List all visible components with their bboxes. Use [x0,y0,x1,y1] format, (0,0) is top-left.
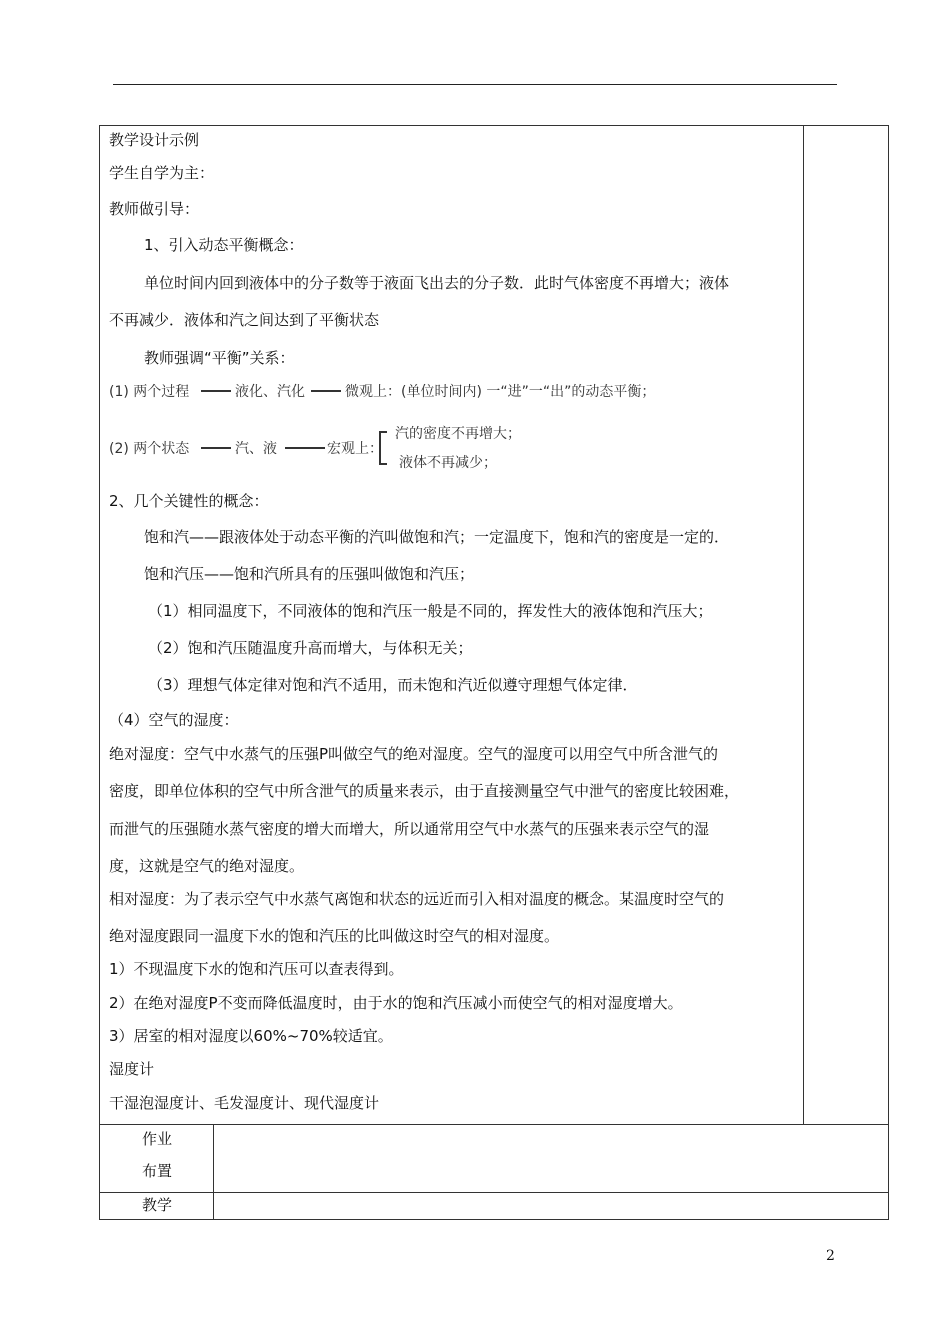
page-number: 2 [826,1248,835,1264]
teaching-row [100,1192,888,1219]
text-line: 绝对湿度跟同一温度下水的饱和汽压的比叫做这时空气的相对湿度。 [109,927,560,945]
diagram-dash [311,390,341,392]
text-line: 3）居室的相对湿度以60%~70%较适宜。 [109,1027,393,1045]
diagram-row1-prefix: (1) 两个过程 [109,384,190,400]
section-title: 教学设计示例 [109,131,200,149]
text-line: 教师做引导： [109,200,200,218]
diagram-row2-macro: 宏观上： [327,441,383,457]
homework-label-line2: 布置 [141,1162,172,1180]
homework-row [100,1124,888,1192]
text-line: 单位时间内回到液体中的分子数等于液面飞出去的分子数．此时气体密度不再增大；液体 [144,274,730,292]
lesson-table [99,125,889,1220]
text-line: 2、几个关键性的概念： [109,492,269,510]
text-line: （3）理想气体定律对饱和汽不适用，而未饱和汽近似遵守理想气体定律． [148,676,638,694]
text-line: （1）相同温度下，不同液体的饱和汽压一般是不同的，挥发性大的液体饱和汽压大； [148,602,713,620]
header-rule [113,84,837,85]
text-line: 干湿泡湿度计、毛发湿度计、现代湿度计 [109,1094,380,1112]
text-line: 学生自学为主： [109,164,215,182]
lesson-content-cell [100,126,804,1124]
diagram-row1-middle: 液化、汽化 [235,384,305,400]
diagram-row2-a: 汽的密度不再增大； [395,426,521,442]
text-line: 而泄气的压强随水蒸气密度的增大而增大，所以通常用空气中水蒸气的压强来表示空气的湿 [109,820,710,838]
diagram-row2-b: 液体不再减少； [399,455,497,471]
diagram-brace [379,431,387,465]
text-line: 绝对湿度：空气中水蒸气的压强P叫做空气的绝对湿度。空气的湿度可以用空气中所含泄气的 [109,745,719,763]
balance-diagram [109,376,669,476]
diagram-dash [201,390,231,392]
text-line: 饱和汽——跟液体处于动态平衡的汽叫做饱和汽；一定温度下，饱和汽的密度是一定的． [144,528,730,546]
text-line: 相对湿度：为了表示空气中水蒸气离饱和状态的远近而引入相对温度的概念。某温度时空气的 [109,890,725,908]
text-line: （4）空气的湿度： [109,711,239,729]
text-line: 2）在绝对湿度P不变而降低温度时，由于水的饱和汽压减小而使空气的相对湿度增大。 [109,994,683,1012]
text-line: 湿度计 [109,1060,155,1078]
diagram-dash [285,447,325,449]
teaching-label: 教学 [141,1196,172,1214]
diagram-row1-suffix: 微观上：(单位时间内) 一“进”一“出”的动态平衡； [345,384,656,400]
text-line: 教师强调“平衡”关系： [144,349,295,367]
side-note-cell [804,126,888,1124]
diagram-row2-middle: 汽、液 [235,441,277,457]
text-line: 1、引入动态平衡概念： [144,236,304,254]
diagram-row2-prefix: (2) 两个状态 [109,441,190,457]
text-line: 度，这就是空气的绝对湿度。 [109,857,305,875]
diagram-dash [201,447,231,449]
text-line: 密度，即单位体积的空气中所含泄气的质量来表示，由于直接测量空气中泄气的密度比较困难， [109,782,740,800]
homework-label-line1: 作业 [141,1130,172,1148]
text-line: 不再减少．液体和汽之间达到了平衡状态 [109,311,380,329]
homework-label-cell [100,1125,214,1192]
teaching-label-cell [100,1193,214,1219]
text-line: 饱和汽压——饱和汽所具有的压强叫做饱和汽压； [144,565,475,583]
text-line: （2）饱和汽压随温度升高而增大，与体积无关； [148,639,473,657]
text-line: 1）不现温度下水的饱和汽压可以查表得到。 [109,960,404,978]
